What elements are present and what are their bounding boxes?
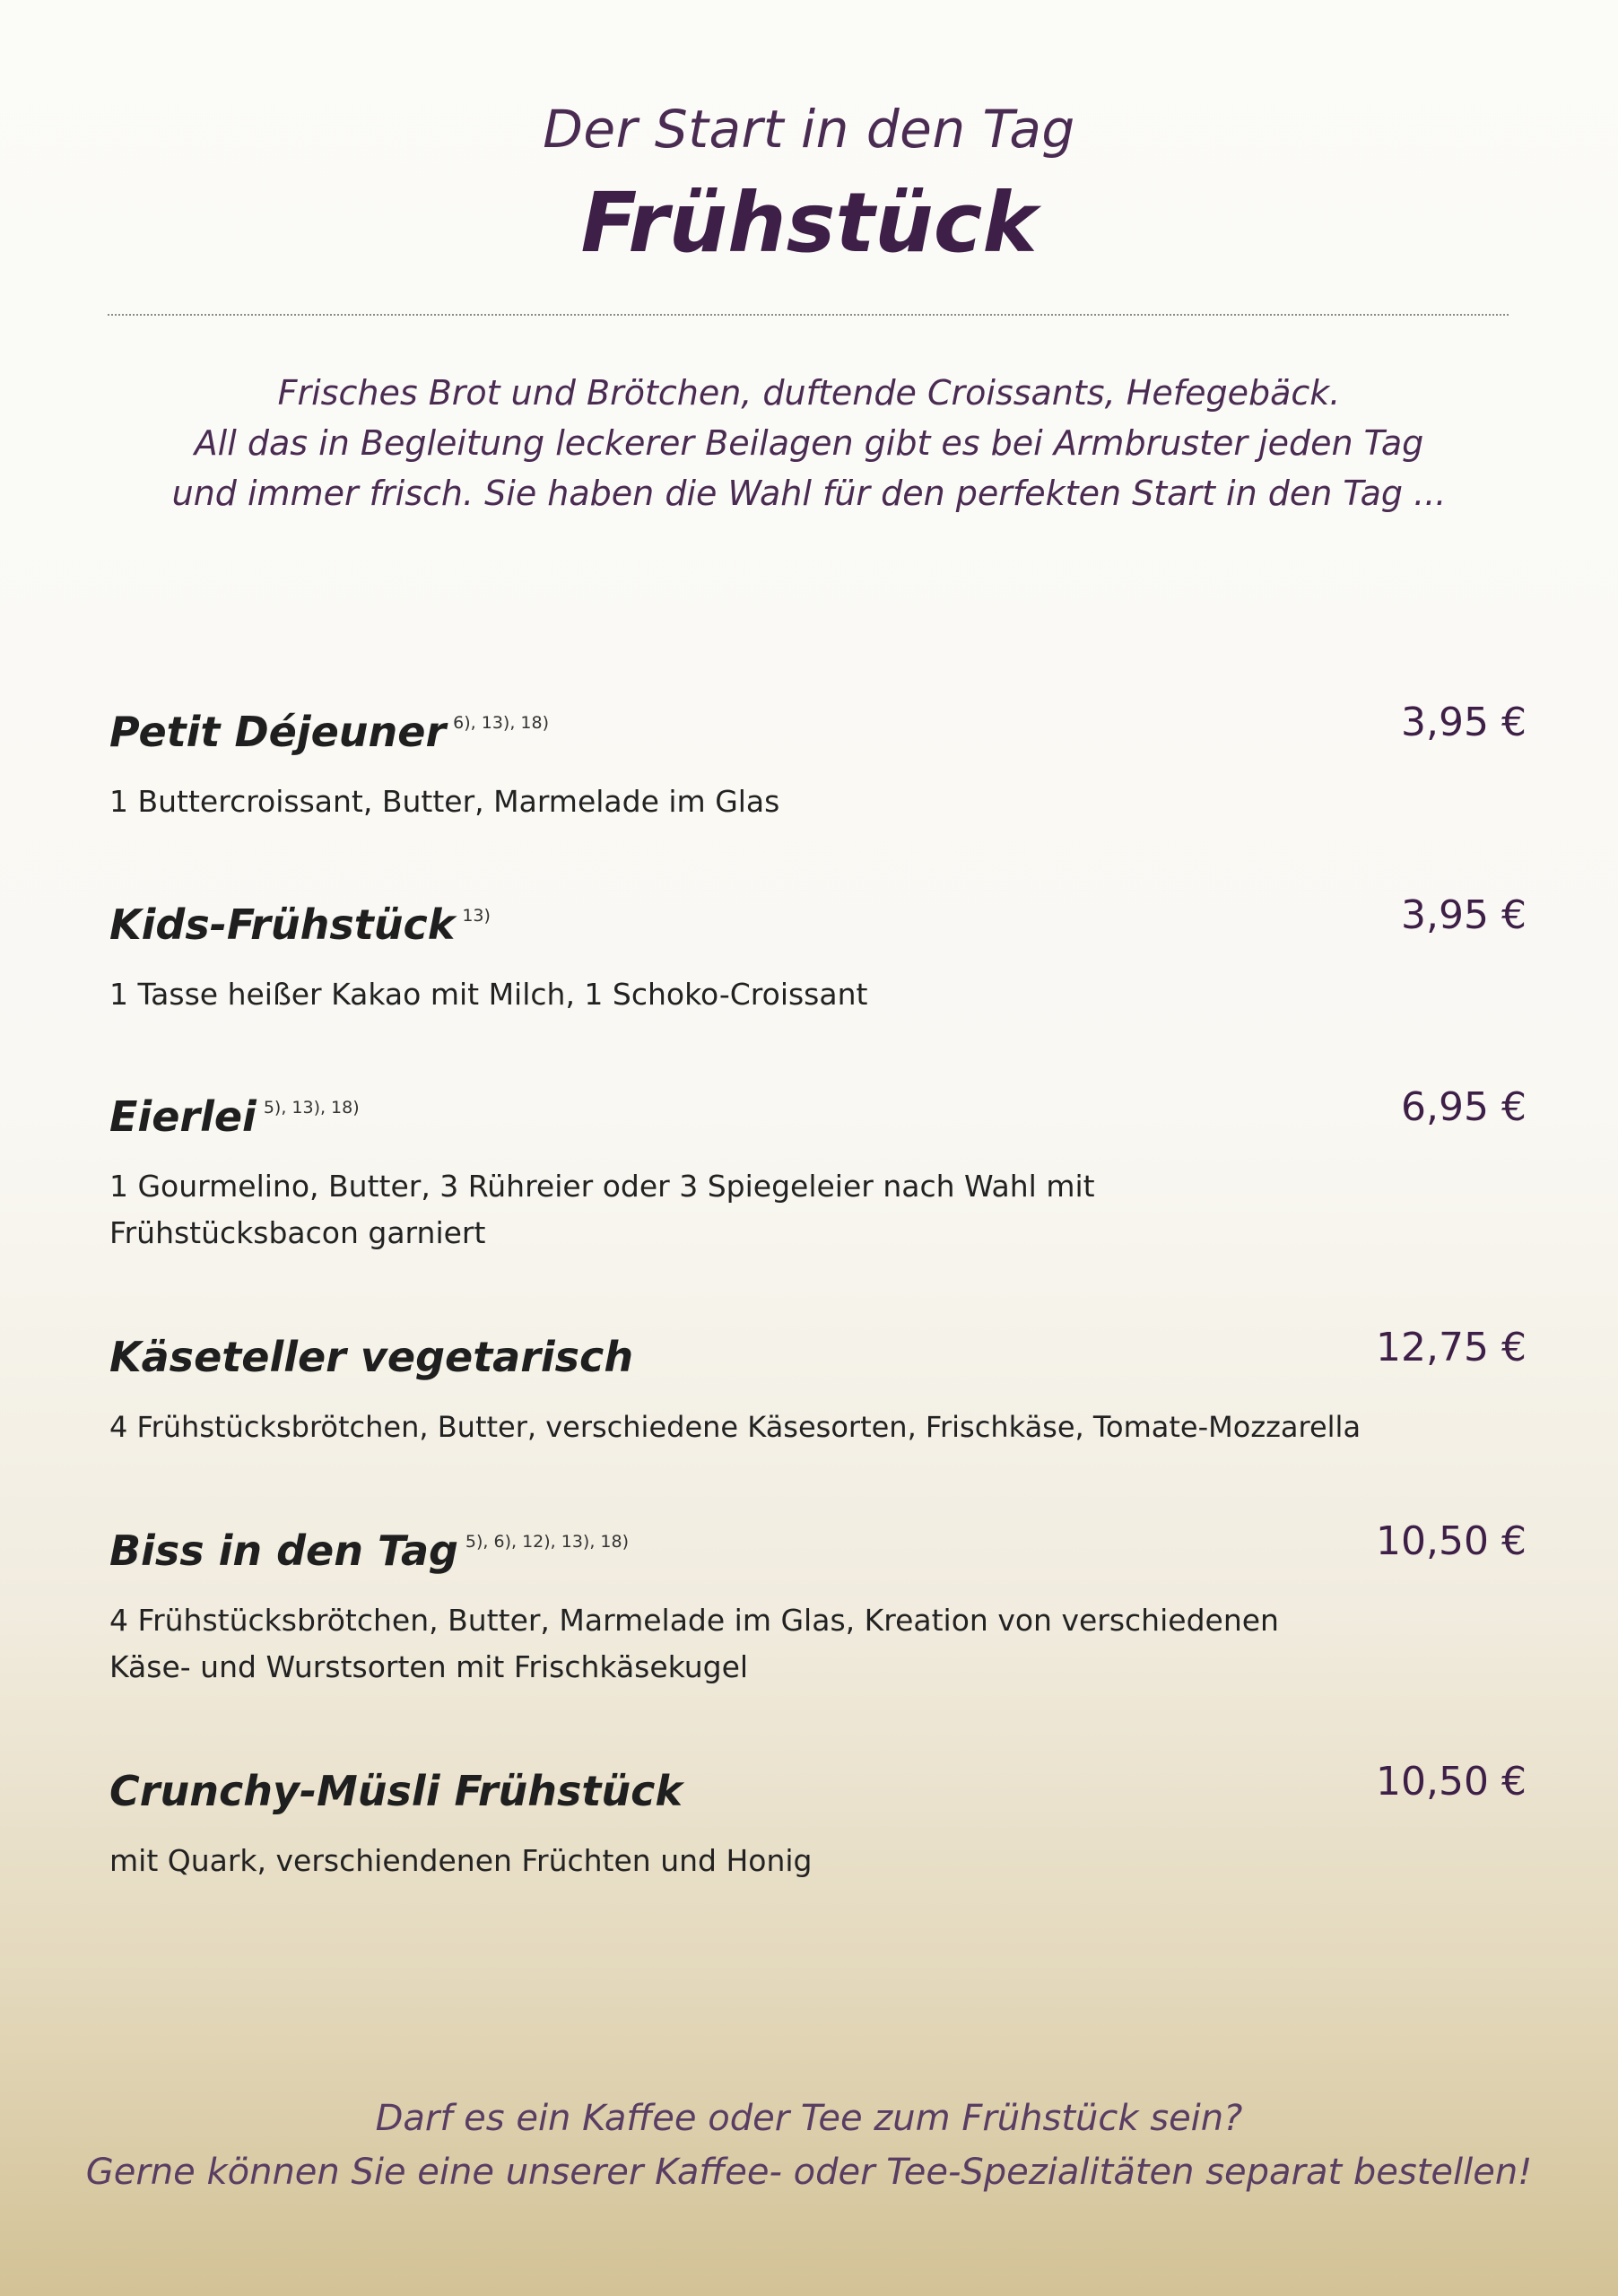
allergen-refs: 5), 13), 18) [263,1098,360,1118]
item-price: 3,95 € [1401,892,1527,938]
menu-item-biss-in-den-tag [109,1517,1527,1691]
item-name: Biss in den Tag $^{5), 6), 12), 13), 18)}$ [109,1526,630,1575]
menu-title: Frühstück [580,175,1038,271]
menu-item-eierlei [109,1083,1527,1257]
item-description: 1 Tasse heißer Kakao mit Milch, 1 Schoko-Croissant [109,977,868,1012]
allergen-refs: 6), 13), 18) [453,713,550,733]
allergen-refs: 5), 6), 12), 13), 18) [465,1532,630,1552]
item-name: Crunchy-Müsli Frühstück [109,1767,683,1815]
item-description: mit Quark, verschiendenen Früchten und Honig [109,1843,813,1878]
item-description: 1 Gourmelino, Butter, 3 Rühreier oder 3 Spiegeleier nach Wahl mit Frühstücksbacon garniert [109,1169,1095,1250]
item-price: 6,95 € [1401,1084,1527,1130]
item-price: 10,50 € [1376,1759,1527,1805]
dotted-divider [108,314,1509,316]
item-name: Käseteller vegetarisch [109,1333,634,1381]
menu-item-petit-dejeuner [109,698,1527,825]
intro-line: und immer frisch. Sie haben die Wahl für den perfekten Start in den Tag ... [171,474,1447,513]
menu-item-crunchy-muesli [109,1757,1527,1884]
footer-line: Gerne können Sie eine unserer Kaffee- oder Tee-Spezialitäten separat bestellen! [85,2152,1533,2193]
item-description: 4 Frühstücksbrötchen, Butter, Marmelade im Glas, Kreation von verschiedenen Käse- und Wurstsorten mit Frischkäsekugel [109,1603,1279,1684]
menu-item-kaeseteller [109,1323,1527,1450]
item-price: 12,75 € [1376,1325,1527,1370]
item-name: Petit Déjeuner $^{6), 13), 18)}$ [109,708,550,756]
intro-line: Frisches Brot und Brötchen, duftende Croissants, Hefegebäck. [277,373,1341,413]
footer-note [0,2092,1618,2199]
item-description: 1 Buttercroissant, Butter, Marmelade im Glas [109,784,780,819]
item-price: 3,95 € [1401,700,1527,745]
intro-text [0,368,1618,518]
footer-line: Darf es ein Kaffee oder Tee zum Frühstück sein? [375,2098,1243,2139]
item-name: Eierlei $^{5), 13), 18)}$ [109,1092,360,1141]
item-name: Kids-Frühstück $^{13)}$ [109,900,491,949]
allergen-refs: 13) [462,906,491,926]
intro-line: All das in Begleitung leckerer Beilagen gibt es bei Armbruster jeden Tag [194,423,1424,463]
menu-item-kids-fruehstueck [109,891,1527,1018]
item-description: 4 Frühstücksbrötchen, Butter, verschiedene Käsesorten, Frischkäse, Tomate-Mozzarella [109,1410,1361,1444]
menu-subtitle: Der Start in den Tag [543,99,1075,160]
item-price: 10,50 € [1376,1518,1527,1564]
